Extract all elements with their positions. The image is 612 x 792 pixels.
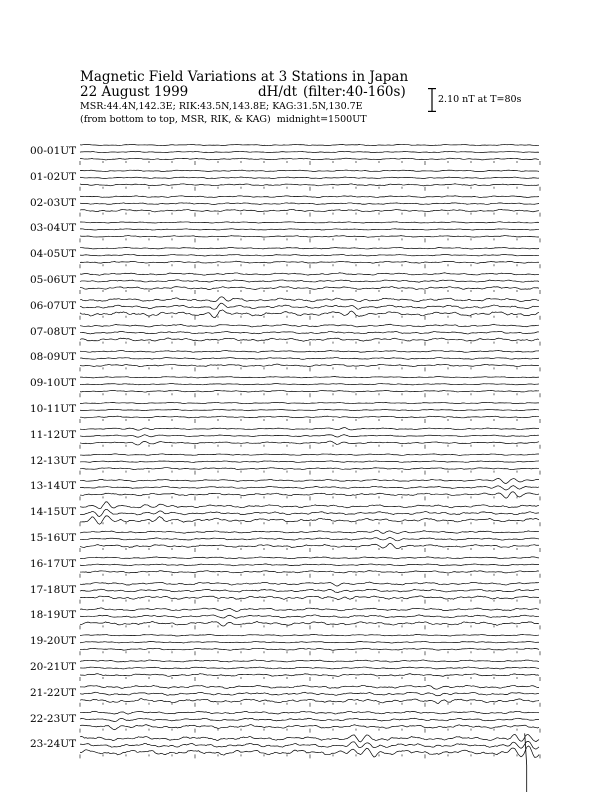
order-note: (from bottom to top, MSR, RIK, & KAG) <box>80 114 271 125</box>
trace-msr <box>80 582 539 586</box>
trace-rik <box>80 177 539 179</box>
row-label: 08-09UT <box>30 351 77 364</box>
row-label: 02-03UT <box>30 196 77 209</box>
trace-msr <box>80 478 539 483</box>
trace-msr <box>80 351 539 353</box>
row-label: 09-10UT <box>30 377 77 390</box>
trace-rik <box>80 254 539 256</box>
trace-rik <box>80 151 539 152</box>
trace-rik <box>80 357 539 359</box>
trace-kag <box>80 261 539 263</box>
trace-rik <box>80 589 539 592</box>
row-label: 10-11UT <box>30 403 77 415</box>
row-label: 03-04UT <box>30 222 77 235</box>
trace-kag <box>80 364 539 366</box>
trace-msr <box>80 297 539 302</box>
chart-quantity: dH/dt <box>258 84 298 100</box>
trace-msr <box>80 557 539 559</box>
trace-msr <box>80 144 539 145</box>
trace-msr <box>80 402 539 403</box>
row-label: 00-01UT <box>30 145 77 157</box>
chart-title: Magnetic Field Variations at 3 Stations in Japan <box>80 69 409 85</box>
trace-msr <box>80 634 539 636</box>
row-label: 12-13UT <box>30 454 77 467</box>
row-label: 13-14UT <box>30 480 77 493</box>
trace-rik <box>80 280 539 282</box>
trace-rik <box>80 641 539 643</box>
trace-msr <box>80 170 539 171</box>
row-label: 22-23UT <box>30 712 77 725</box>
row-label: 20-21UT <box>30 661 77 673</box>
trace-rik <box>80 384 539 385</box>
row-label: 05-06UT <box>30 274 77 286</box>
trace-rik <box>80 461 539 463</box>
row-label: 15-16UT <box>30 532 77 544</box>
trace-kag <box>80 236 539 238</box>
row-label: 19-20UT <box>30 635 77 648</box>
trace-rik <box>80 303 539 309</box>
row-label: 07-08UT <box>30 325 77 338</box>
trace-msr <box>80 377 539 378</box>
trace-kag <box>80 621 539 626</box>
trace-msr <box>80 530 539 533</box>
trace-kag <box>80 287 539 290</box>
trace-rik <box>80 741 539 749</box>
trace-msr <box>80 196 539 198</box>
trace-msr <box>80 273 539 276</box>
trace-rik <box>80 203 539 205</box>
row-label: 14-15UT <box>30 506 77 519</box>
row-label: 06-07UT <box>30 299 77 312</box>
row-label: 18-19UT <box>30 609 77 622</box>
trace-kag <box>80 571 539 573</box>
trace-kag <box>80 338 539 341</box>
trace-kag <box>80 468 539 470</box>
trace-kag <box>80 596 539 600</box>
trace-rik <box>80 564 539 566</box>
trace-msr <box>80 222 539 223</box>
chart-date: 22 August 1999 <box>80 84 189 100</box>
row-label: 21-22UT <box>30 686 77 699</box>
trace-rik <box>80 435 539 438</box>
row-label: 01-02UT <box>30 170 77 183</box>
trace-rik <box>80 229 539 230</box>
trace-rik <box>80 509 539 516</box>
trace-kag <box>80 441 539 445</box>
trace-kag <box>80 699 539 704</box>
station-coordinates: MSR:44.4N,142.3E; RIK:43.5N,143.8E; KAG:31.5N,130.7E <box>80 101 363 112</box>
row-label: 16-17UT <box>30 557 77 570</box>
trace-kag <box>80 543 539 548</box>
trace-kag <box>80 390 539 392</box>
trace-msr <box>80 454 539 455</box>
trace-msr <box>80 502 539 509</box>
trace-rik <box>80 486 539 490</box>
trace-msr <box>80 428 539 431</box>
trace-rik <box>80 692 539 696</box>
trace-rik <box>80 409 539 410</box>
trace-kag <box>80 674 539 677</box>
trace-rik <box>80 667 539 669</box>
trace-kag <box>80 158 539 160</box>
trace-msr <box>80 608 539 612</box>
row-label: 17-18UT <box>30 583 77 596</box>
trace-msr <box>80 660 539 662</box>
trace-rik <box>80 538 539 541</box>
trace-rik <box>80 615 539 618</box>
trace-msr <box>80 324 539 327</box>
midnight-note: midnight=1500UT <box>276 114 367 125</box>
trace-kag <box>80 184 539 186</box>
trace-msr <box>80 685 539 689</box>
trace-msr <box>80 734 539 742</box>
trace-kag <box>80 209 539 212</box>
trace-kag <box>80 648 539 650</box>
trace-msr <box>80 711 539 714</box>
row-label: 04-05UT <box>30 248 77 261</box>
scale-label: 2.10 nT at T=80s <box>438 94 522 105</box>
row-label: 23-24UT <box>30 738 77 751</box>
trace-rik <box>80 331 539 334</box>
trace-rik <box>80 718 539 721</box>
chart-filter: (filter:40-160s) <box>303 84 406 100</box>
row-label: 11-12UT <box>30 428 77 441</box>
trace-kag <box>80 416 539 418</box>
trace-msr <box>80 247 539 249</box>
